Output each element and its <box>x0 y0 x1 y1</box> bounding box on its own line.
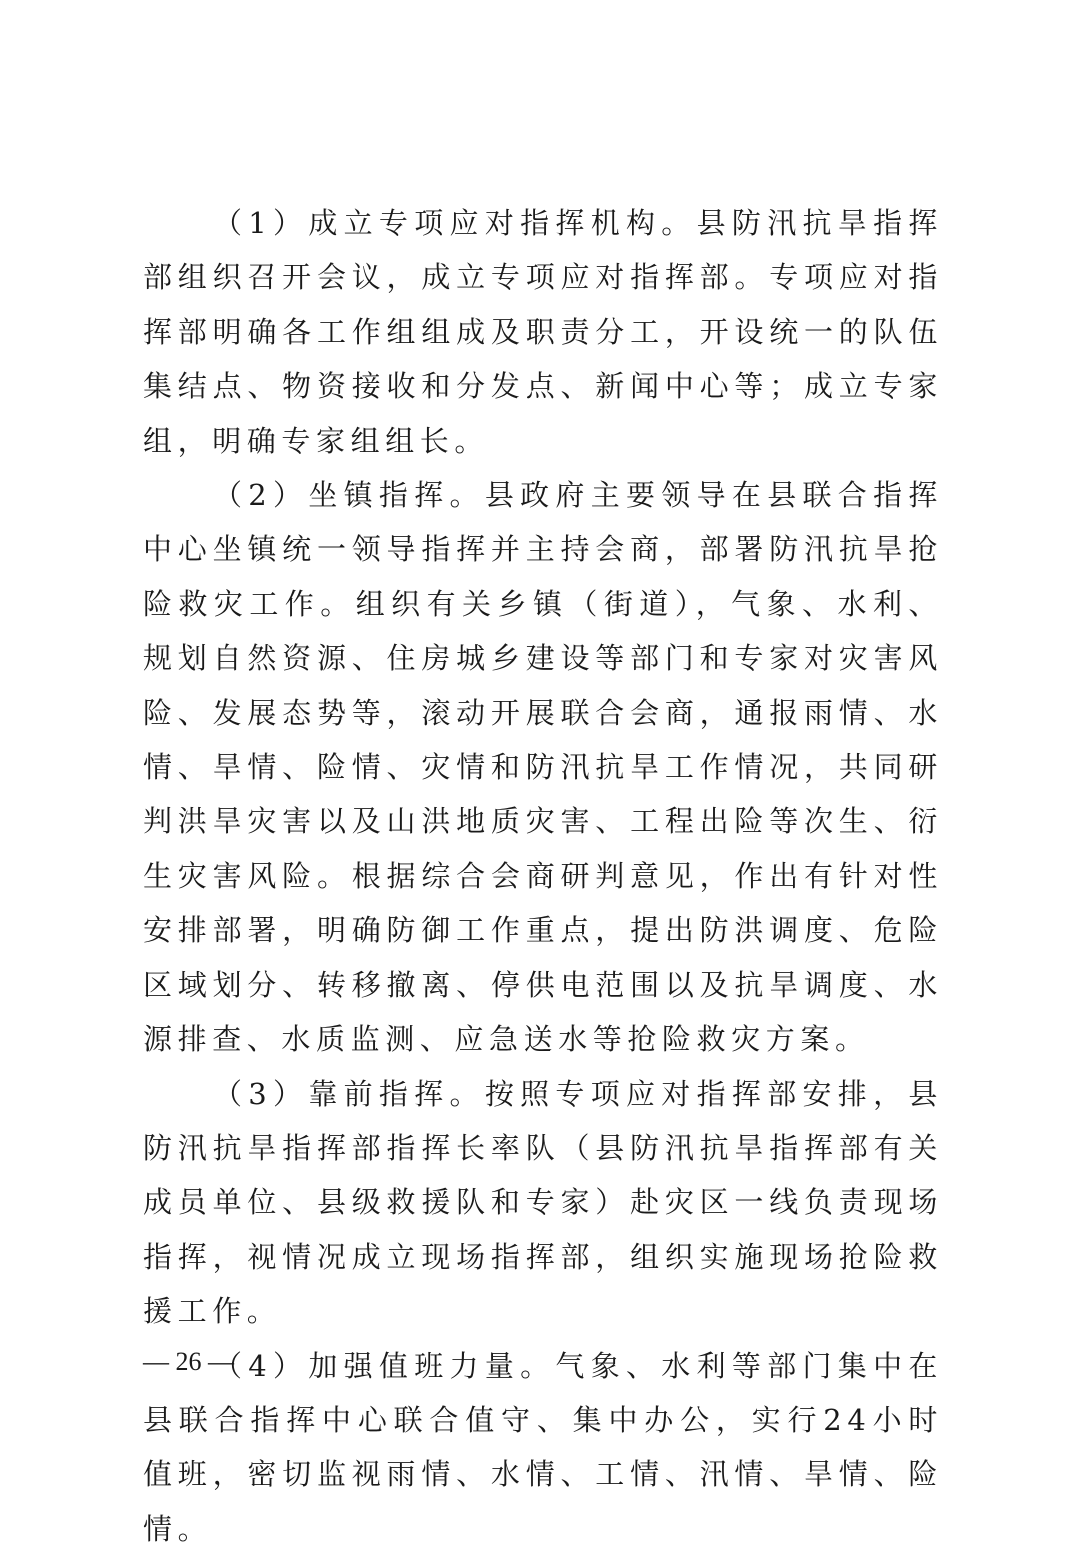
document-body <box>143 196 943 1556</box>
paragraph-2: （2）坐镇指挥。县政府主要领导在县联合指挥中心坐镇统一领导指挥并主持会商，部署防汛抗旱抢险救灾工作。组织有关乡镇（街道），气象、水利、规划自然资源、住房城乡建设等部门和专家对灾害风险、发展态势等，滚动开展联合会商，通报雨情、水情、旱情、险情、灾情和防汛抗旱工作情况，共同研判洪旱灾害以及山洪地质灾害、工程出险等次生、衍生灾害风险。根据综合会商研判意见，作出有针对性安排部署，明确防御工作重点，提出防洪调度、危险区域划分、转移撤离、停供电范围以及抗旱调度、水源排查、水质监测、应急送水等抢险救灾方案。 <box>143 478 943 1057</box>
paragraph-4: （4）加强值班力量。气象、水利等部门集中在县联合指挥中心联合值守、集中办公，实行24小时值班，密切监视雨情、水情、工情、汛情、旱情、险情。 <box>143 1348 943 1546</box>
paragraph-3: （3）靠前指挥。按照专项应对指挥部安排，县防汛抗旱指挥部指挥长率队（县防汛抗旱指挥部有关成员单位、县级救援队和专家）赴灾区一线负责现场指挥，视情况成立现场指挥部，组织实施现场抢险救援工作。 <box>143 1076 943 1329</box>
page-number: — 26 — <box>143 1347 234 1376</box>
paragraph-1: （1）成立专项应对指挥机构。县防汛抗旱指挥部组织召开会议，成立专项应对指挥部。专项应对指挥部明确各工作组组成及职责分工，开设统一的队伍集结点、物资接收和分发点、新闻中心等；成立专家组，明确专家组组长。 <box>143 206 943 458</box>
